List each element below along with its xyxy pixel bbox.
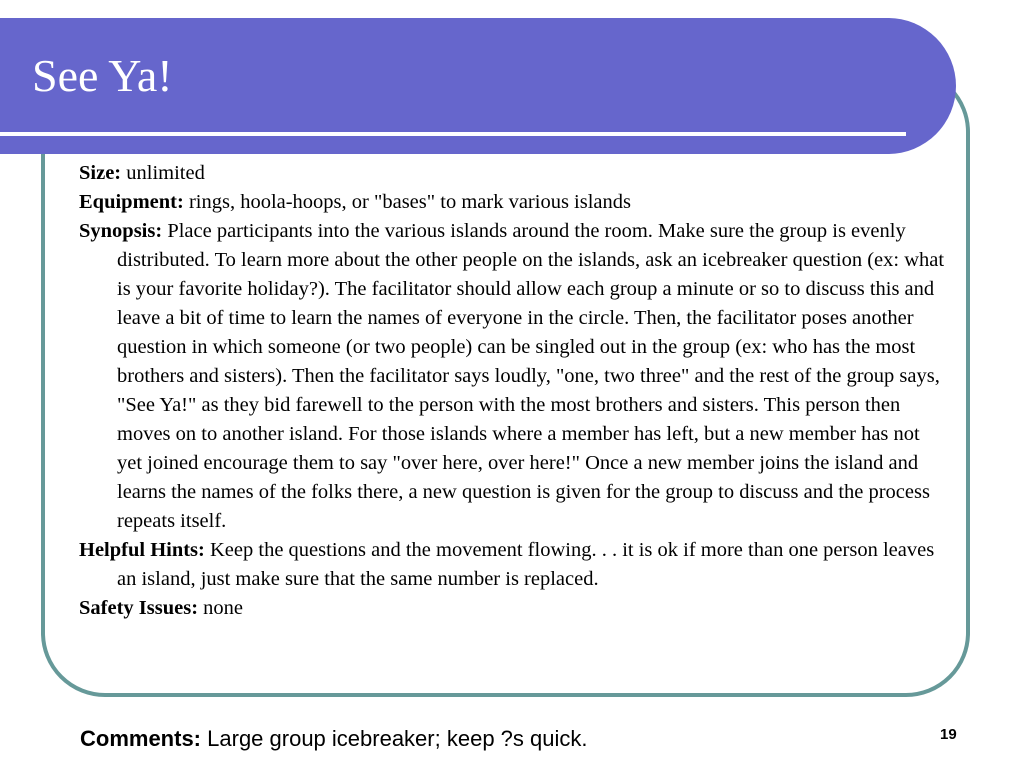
comments-footer (80, 726, 587, 752)
comments-label: Comments: (80, 726, 202, 751)
size-paragraph (79, 159, 949, 188)
synopsis-text: Place participants into the various islands around the room. Make sure the group is evenly distributed. To learn more about the other people on the islands, ask an icebreaker question (ex: what is your favorite holiday?). The facilitator should allow each group a minute or so to discuss this and leave a bit of time to learn the names of everyone in the circle. Then, the facilitator poses another question in which someone (or two people) can be singled out in the group (ex: who has the most brothers and sisters). Then the facilitator says loudly, "one, two three" and the rest of the group says, "See Ya!" as they bid farewell to the person with the most brothers and sisters. This person then moves on to another island. For those islands where a member has left, but a new member has not yet joined encourage them to say "over here, over here!" Once a new member joins the island and learns the names of the folks there, a new question is given for the group to discuss and the process repeats itself. (117, 220, 945, 532)
slide-title: See Ya! (32, 50, 173, 101)
helpful-hints-paragraph (79, 536, 949, 594)
equipment-paragraph (79, 188, 949, 217)
comments-text: Large group icebreaker; keep ?s quick. (207, 726, 588, 751)
equipment-label: Equipment: (79, 191, 184, 213)
safety-issues-label: Safety Issues: (79, 597, 199, 619)
slide-body (79, 159, 949, 623)
title-underline (0, 132, 906, 136)
size-text: unlimited (126, 162, 205, 184)
slide-number: 19 (940, 726, 957, 743)
synopsis-label: Synopsis: (79, 220, 163, 242)
synopsis-paragraph (79, 217, 949, 536)
helpful-hints-label: Helpful Hints: (79, 539, 205, 561)
helpful-hints-text: Keep the questions and the movement flowing. . . it is ok if more than one person leaves an island, just make sure that the same number is replaced. (117, 539, 935, 590)
equipment-text: rings, hoola-hoops, or "bases" to mark various islands (188, 191, 631, 213)
size-label: Size: (79, 162, 122, 184)
safety-issues-text: none (203, 597, 244, 619)
safety-issues-paragraph (79, 594, 949, 623)
